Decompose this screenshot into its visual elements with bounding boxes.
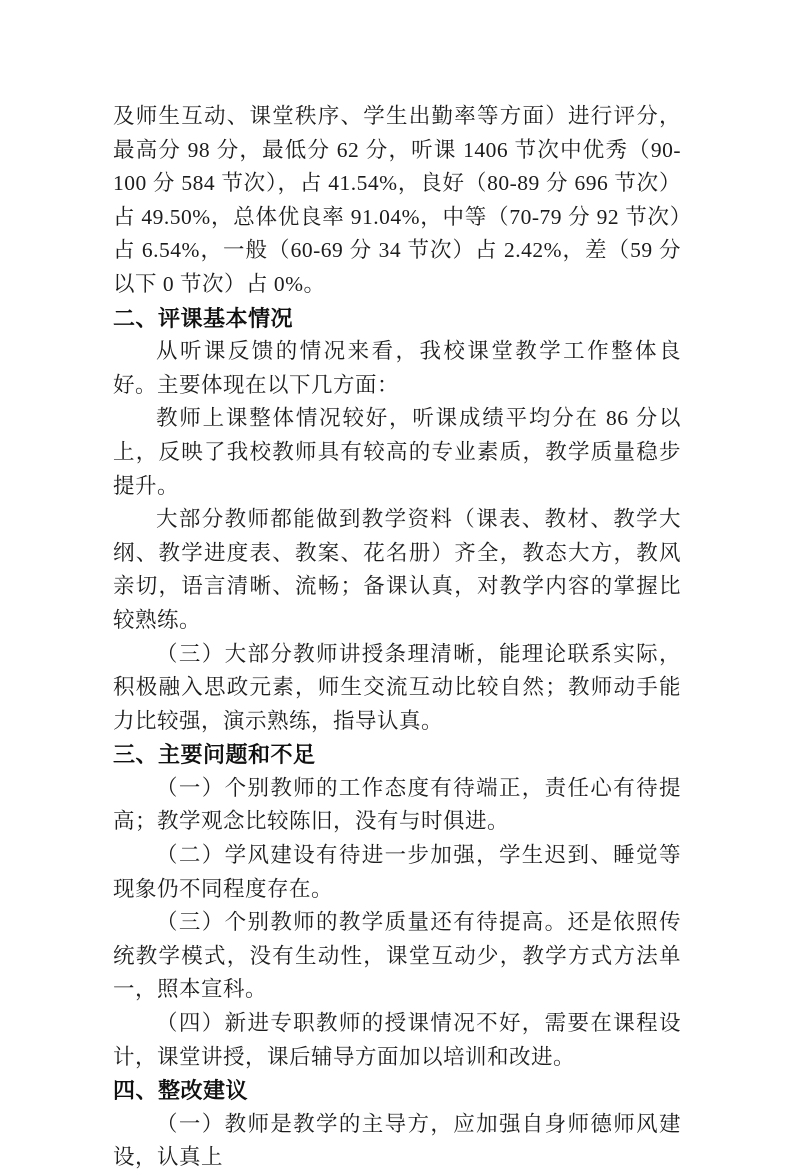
document-body: [113, 100, 681, 1175]
paragraph-average-score: 教师上课整体情况较好，听课成绩平均分在 86 分以上，反映了我校教师具有较高的专业素质，教学质量稳步提升。: [113, 406, 681, 498]
paragraph-overall-feedback: 从听课反馈的情况来看，我校课堂教学工作整体良好。主要体现在以下几方面：: [113, 339, 681, 397]
paragraph-lecture-clarity: （三）大部分教师讲授条理清晰，能理论联系实际，积极融入思政元素，师生交流互动比较自然；教师动手能力比较强，演示熟练，指导认真。: [113, 641, 681, 733]
paragraph-score-statistics: 及师生互动、课堂秩序、学生出勤率等方面）进行评分，最高分 98 分，最低分 62 分，听课 1406 节次中优秀（90-100 分 584 节次），占 41.54%，良好（80-89 分 696 节次）占 49.50%，总体优良率 91.04%，中等（70-79 分 92 节次）占 6.54%，一般（60-69 分 34 节次）占 2.42%，差（59 分以下 0 节次）占 0%。: [113, 104, 681, 296]
paragraph-problem-attitude: （一）个别教师的工作态度有待端正，责任心有待提高；教学观念比较陈旧，没有与时俱进。: [113, 775, 681, 834]
paragraph-problem-study-style: （二）学风建设有待进一步加强，学生迟到、睡觉等现象仍不同程度存在。: [113, 843, 681, 901]
paragraph-problem-teaching-quality: （三）个别教师的教学质量还有待提高。还是依照传统教学模式，没有生动性，课堂互动少，教学方式方法单一，照本宣科。: [113, 910, 681, 1002]
section-heading-evaluation-overview: 二、评课基本情况: [113, 305, 294, 331]
paragraph-problem-new-teachers: （四）新进专职教师的授课情况不好，需要在课程设计，课堂讲授，课后辅导方面加以培训和改进。: [113, 1011, 681, 1069]
paragraph-suggestion-teacher-ethics: （一）教师是教学的主导方，应加强自身师德师风建设，认真上: [113, 1111, 681, 1170]
section-heading-improvement-suggestions: 四、整改建议: [113, 1078, 249, 1104]
paragraph-teaching-materials: 大部分教师都能做到教学资料（课表、教材、教学大纲、教学进度表、教案、花名册）齐全，教态大方，教风亲切，语言清晰、流畅；备课认真，对教学内容的掌握比较熟练。: [113, 507, 681, 632]
section-heading-main-problems: 三、主要问题和不足: [113, 742, 316, 768]
